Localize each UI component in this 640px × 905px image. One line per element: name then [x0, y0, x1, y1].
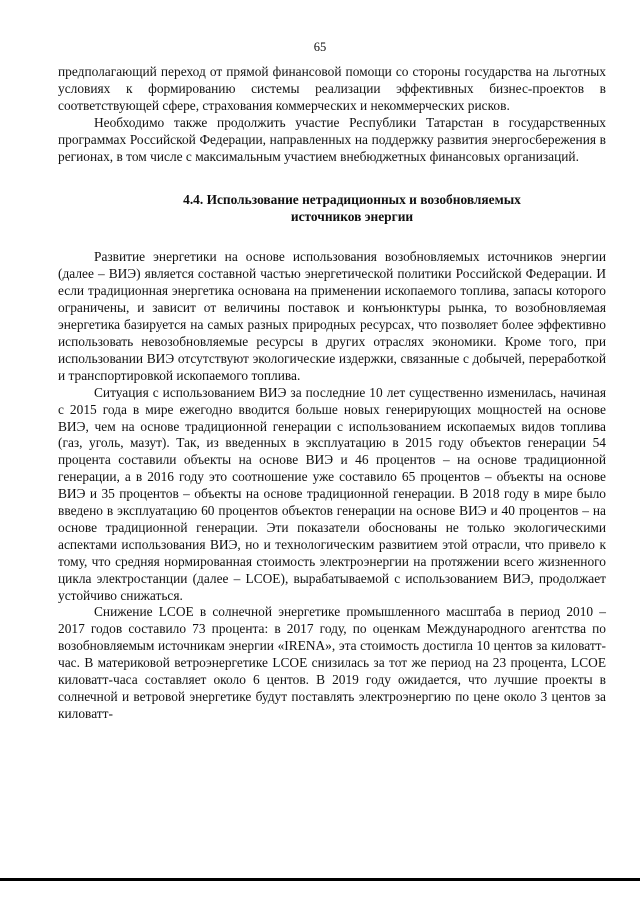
page-content [58, 64, 606, 723]
paragraph-renewable-development: Развитие энергетики на основе использования возобновляемых источников энергии (далее – ВИЭ) является составной частью энергетической политики Российской Федерации. И если традиционная энергетика основана на применении ископаемого топлива, запасы которого ограничены, и зависит от величины поставок и конъюнктуры рынка, то возобновляемая энергетика базируется на самых разных природных ресурсах, что позволяет более эффективно использовать невозобновляемые ресурсы в других отраслях экономики. Кроме того, при использовании ВИЭ отсутствуют экологические издержки, связанные с добычей, переработкой и транспортировкой ископаемого топлива. [58, 249, 606, 383]
paragraph-continuation: предполагающий переход от прямой финансовой помощи со стороны государства на льготных условиях к формированию системы реализации эффективных бизнес-проектов в соответствующей сфере, страхования коммерческих и некоммерческих рисков. [58, 64, 606, 113]
section-heading-line-1: 4.4. Использование нетрадиционных и возобновляемых [183, 192, 521, 208]
page-number: 65 [313, 40, 327, 54]
section-heading-line-2: источников энергии [290, 209, 414, 225]
paragraph-lcoe-reduction: Снижение LCOE в солнечной энергетике промышленного масштаба в период 2010 – 2017 годов составило 73 процента: в 2017 году, по оценкам Международного агентства по возобновляемым источникам энергии «IRENA», эта стоимость достигла 10 центов за киловатт-час. В материковой ветроэнергетике LCOE снизилась за тот же период на 23 процента, LCOE киловатт-часа составляет около 6 центов. В 2019 году ожидается, что лучшие проекты в солнечной и ветровой энергетике будут поставлять электроэнергию по цене около 3 центов за киловатт- [58, 604, 606, 721]
bottom-scan-edge [0, 878, 640, 881]
paragraph-state-programs: Необходимо также продолжить участие Республики Татарстан в государственных программах Российской Федерации, направленных на поддержку развития энергосбережения в регионах, в том числе с максимальным участием внебюджетных финансовых организаций. [58, 114, 606, 164]
paragraph-renewable-situation: Ситуация с использованием ВИЭ за последние 10 лет существенно изменилась, начиная с 2015 года в мире ежегодно вводится больше новых генерирующих мощностей на основе ВИЭ, чем на основе традиционной генерации с использованием ископаемых видов топлива (газ, уголь, мазут). Так, из введенных в эксплуатацию в 2015 году объектов генерации 54 процента составили объекты на основе ВИЭ и 46 процентов – на основе традиционной генерации, а в 2016 году это соотношение уже составило 65 процентов – объекты на основе ВИЭ и 35 процентов – объекты на основе традиционной генерации. В 2018 году в мире было введено в эксплуатацию 60 процентов объектов генерации на основе ВИЭ и 40 процентов – на основе традиционной генерации. Эти показатели обоснованы не только экологическими аспектами использования ВИЭ, но и технологическим развитием этой отрасли, что привело к тому, что средняя нормированная стоимость электроэнергии на протяжении всего жизненного цикла электростанции (далее – LCOE), вырабатываемой с использованием ВИЭ, продолжает устойчиво снижаться. [58, 384, 606, 603]
section-heading [58, 191, 606, 225]
